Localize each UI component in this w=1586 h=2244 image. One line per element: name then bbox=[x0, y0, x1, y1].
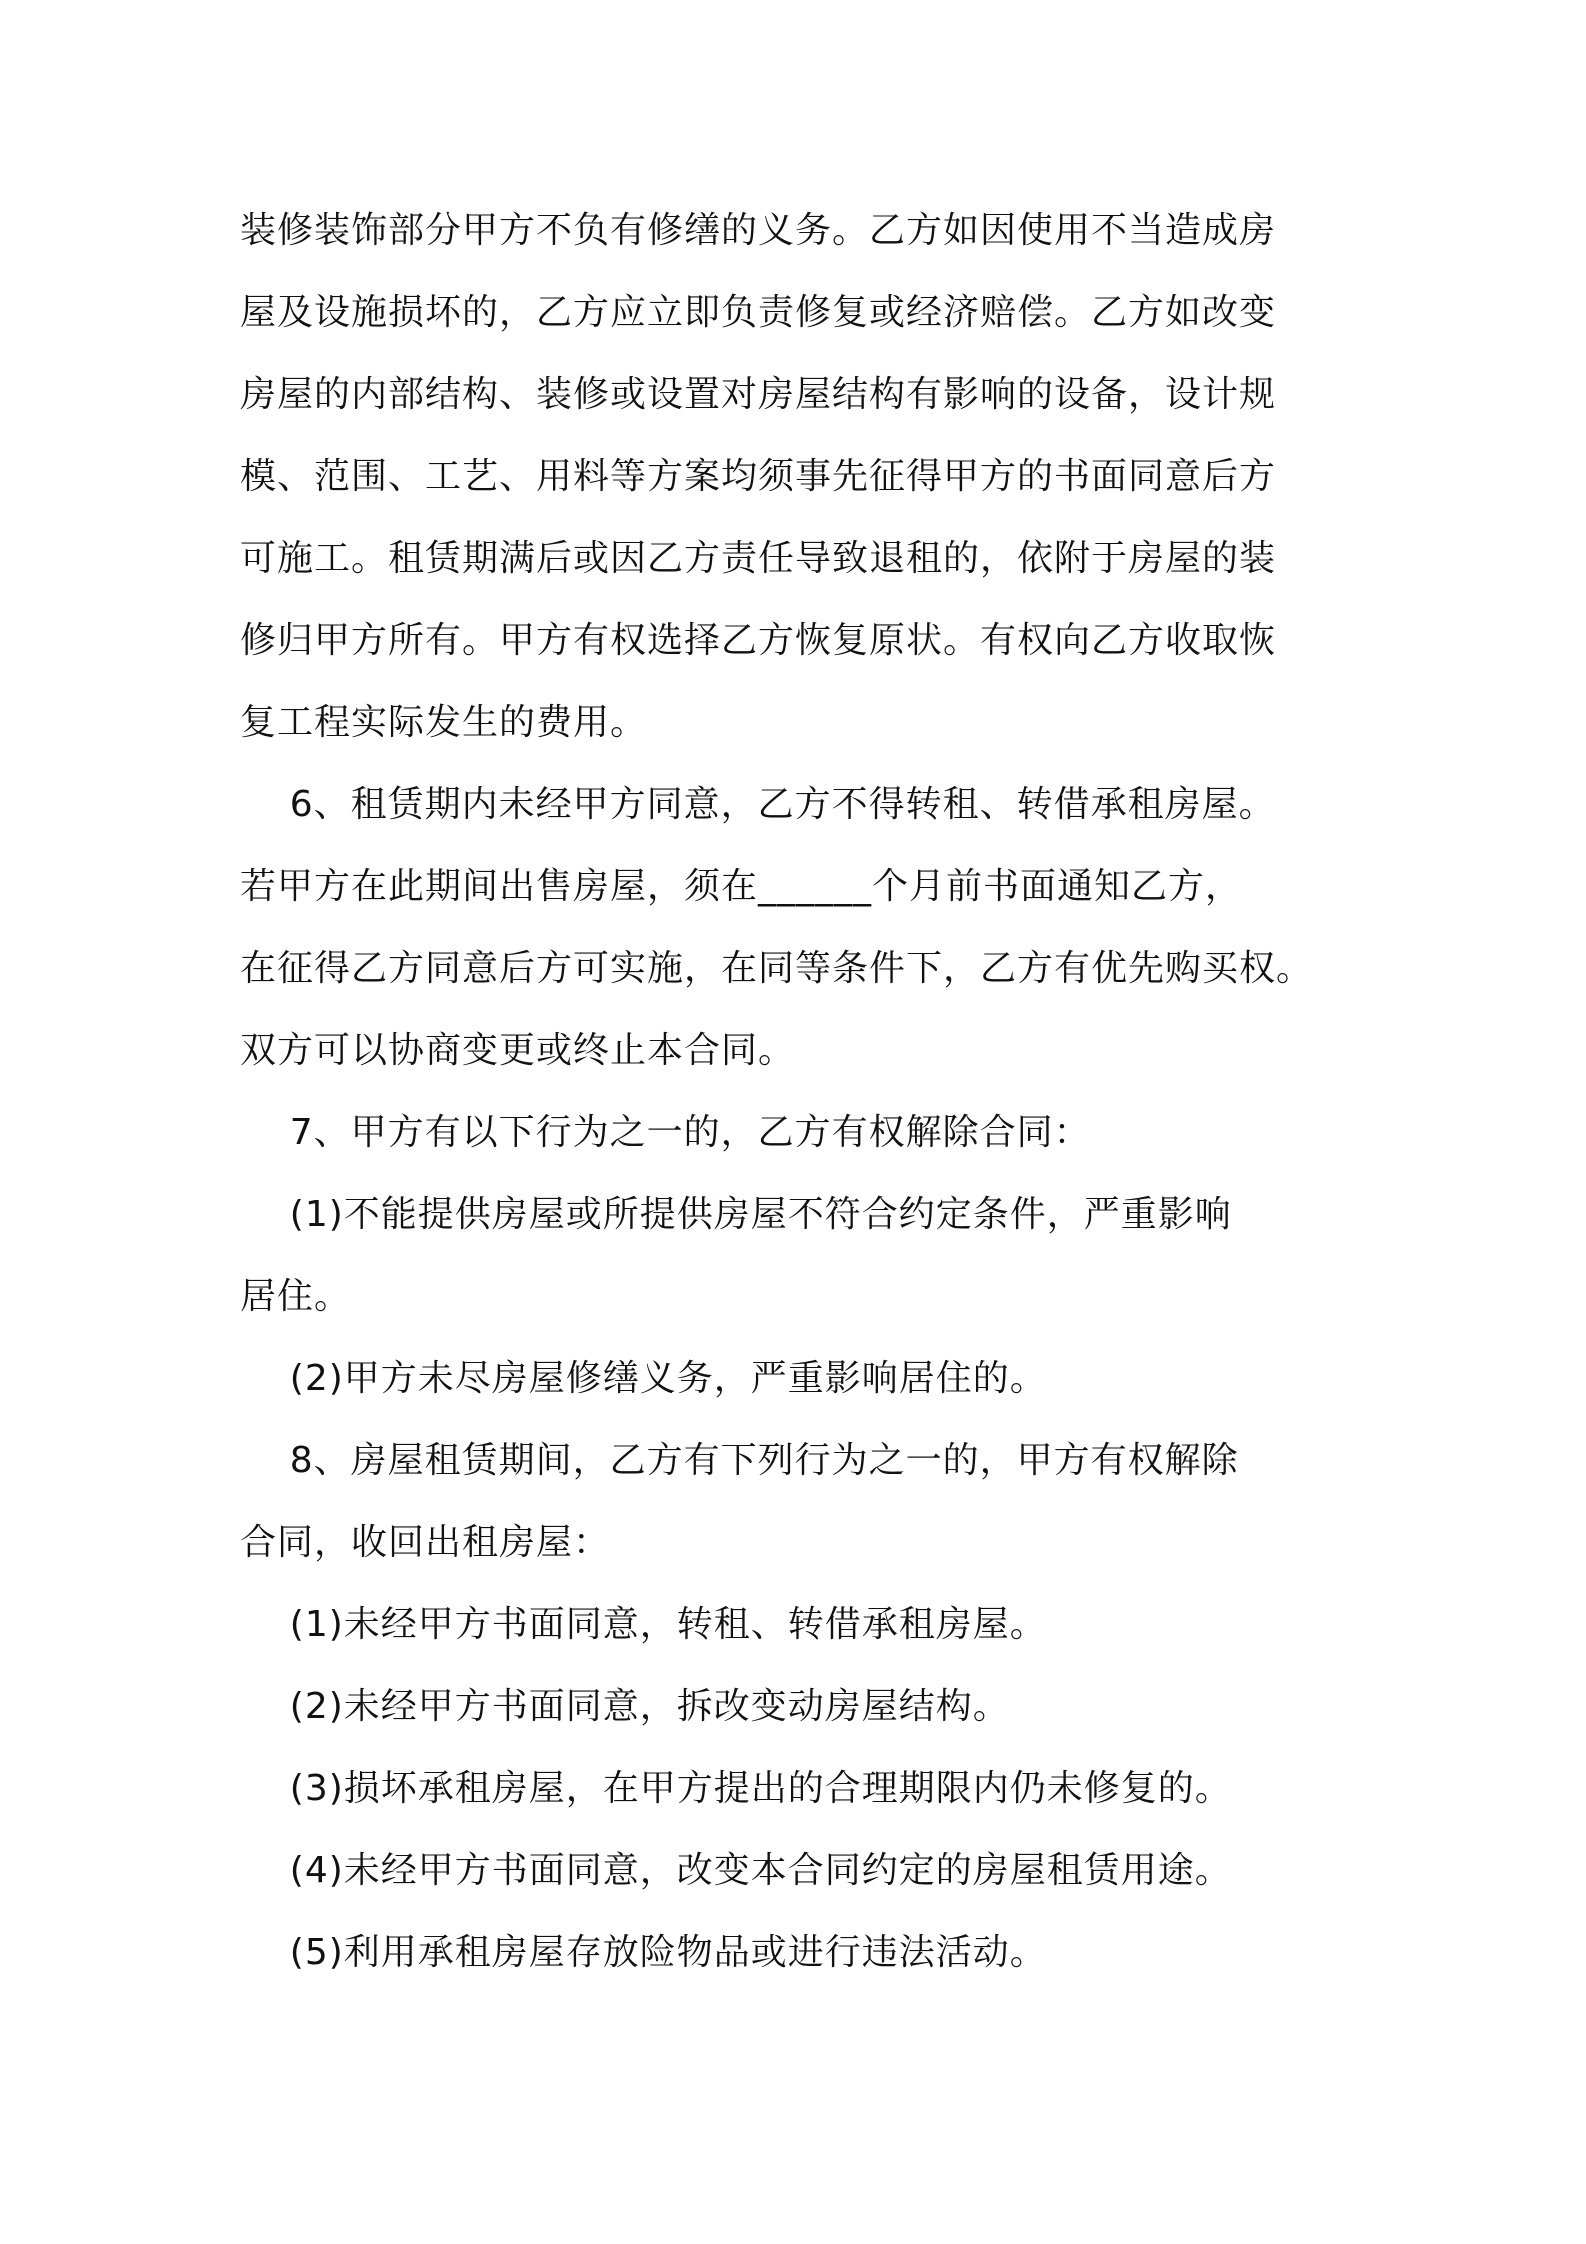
text-line: (1)不能提供房屋或所提供房屋不符合约定条件，严重影响 bbox=[240, 1194, 1232, 1235]
text-line: 屋及设施损坏的，乙方应立即负责修复或经济赔偿。乙方如改变 bbox=[240, 292, 1277, 333]
text-line: 在征得乙方同意后方可实施，在同等条件下，乙方有优先购买权。 bbox=[240, 948, 1314, 989]
text-line: 房屋的内部结构、装修或设置对房屋结构有影响的设备，设计规 bbox=[240, 374, 1277, 415]
text-line: (3)损坏承租房屋，在甲方提出的合理期限内仍未修复的。 bbox=[240, 1768, 1232, 1809]
text-line: 若甲方在此期间出售房屋，须在______个月前书面通知乙方， bbox=[240, 866, 1243, 907]
contract-text-body bbox=[240, 190, 1350, 1994]
text-line: 模、范围、工艺、用料等方案均须事先征得甲方的书面同意后方 bbox=[240, 456, 1277, 497]
text-line: (2)未经甲方书面同意，拆改变动房屋结构。 bbox=[240, 1686, 1010, 1727]
text-line: 居住。 bbox=[240, 1276, 352, 1317]
clause-8-line: 8、房屋租赁期间，乙方有下列行为之一的，甲方有权解除 bbox=[240, 1440, 1239, 1481]
clause-6-line: 6、租赁期内未经甲方同意，乙方不得转租、转借承租房屋。 bbox=[240, 784, 1276, 825]
text-line: 装修装饰部分甲方不负有修缮的义务。乙方如因使用不当造成房 bbox=[240, 210, 1277, 251]
text-line: 双方可以协商变更或终止本合同。 bbox=[240, 1030, 796, 1071]
text-line: 复工程实际发生的费用。 bbox=[240, 702, 648, 743]
text-line: (5)利用承租房屋存放险物品或进行违法活动。 bbox=[240, 1932, 1047, 1973]
clause-7-line: 7、甲方有以下行为之一的，乙方有权解除合同： bbox=[240, 1112, 1091, 1153]
text-line: (1)未经甲方书面同意，转租、转借承租房屋。 bbox=[240, 1604, 1047, 1645]
text-line: 修归甲方所有。甲方有权选择乙方恢复原状。有权向乙方收取恢 bbox=[240, 620, 1277, 661]
text-line: 可施工。租赁期满后或因乙方责任导致退租的，依附于房屋的装 bbox=[240, 538, 1277, 579]
text-line: 合同，收回出租房屋： bbox=[240, 1522, 611, 1563]
text-line: (4)未经甲方书面同意，改变本合同约定的房屋租赁用途。 bbox=[240, 1850, 1232, 1891]
text-line: (2)甲方未尽房屋修缮义务，严重影响居住的。 bbox=[240, 1358, 1047, 1399]
